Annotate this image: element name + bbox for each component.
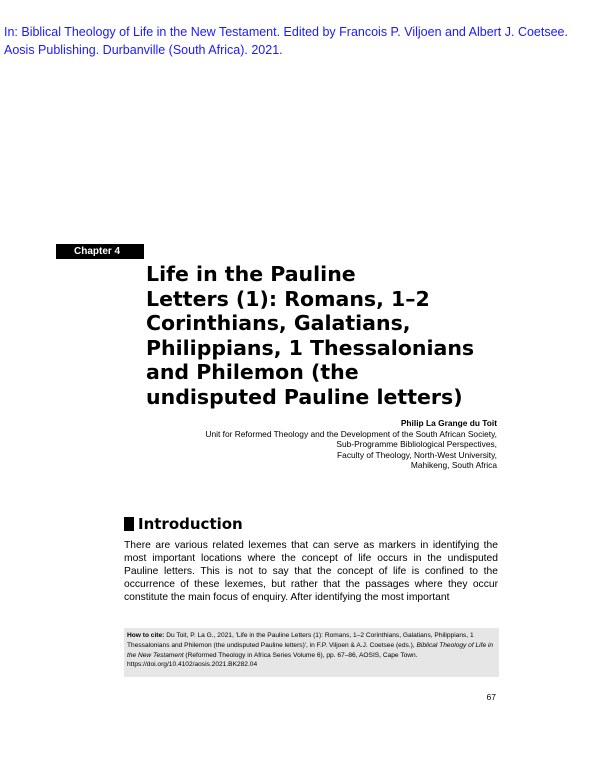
citation-header: In: Biblical Theology of Life in the New Testament. Edited by Francois P. Viljoen and Albert J. Coetsee. Aosis Publishing. Durbanville (South Africa). 2021. bbox=[4, 25, 568, 57]
chapter-badge: Chapter 4 bbox=[56, 244, 144, 259]
title-line: and Philemon (the bbox=[146, 360, 359, 385]
how-to-cite-text-end: (Reformed Theology in Africa Series Volume 6), pp. 67–86, AOSIS, Cape Town. https://doi.org/10.4102/aosis.2021.BK282.04 bbox=[127, 651, 418, 669]
section-heading-text: Introduction bbox=[138, 515, 243, 533]
heading-square-icon bbox=[124, 517, 134, 531]
page-number: 67 bbox=[486, 692, 496, 702]
how-to-cite-book-title: Biblical Theology of Life in the New Testament bbox=[127, 641, 494, 659]
author-name: Philip La Grange du Toit bbox=[400, 418, 497, 428]
title-line: Corinthians, Galatians, bbox=[146, 311, 411, 336]
title-line: Life in the Pauline bbox=[146, 262, 356, 286]
title-line: undisputed Pauline letters) bbox=[146, 384, 463, 409]
affiliation-line: Faculty of Theology, North-West University, bbox=[337, 449, 497, 460]
body-paragraph: There are various related lexemes that can serve as markers in identifying the most important locations where the concept of life occurs in the undisputed Pauline letters. This is not to say that the concept of life is confined to the occurrence of these lexemes, but rather that the passages where they occur constitute the main focus of enquiry. After identifying the most important bbox=[124, 540, 498, 604]
how-to-cite-text: Du Toit, P. La G., 2021, 'Life in the Pauline Letters (1): Romans, 1–2 Corinthians, Galatians, Philippians, 1 Thessalonians and Philemon (the undisputed Pauline letters)', in F.P. Viljoen & A.J. Coetsee (eds.), bbox=[127, 632, 474, 649]
author-affiliation bbox=[137, 418, 497, 471]
how-to-cite-label: How to cite: bbox=[127, 632, 165, 639]
affiliation-line: Sub-Programme Bibliological Perspectives, bbox=[336, 439, 497, 450]
how-to-cite-box bbox=[124, 628, 499, 677]
affiliation-line: Mahikeng, South Africa bbox=[410, 460, 497, 471]
section-heading bbox=[124, 515, 243, 533]
affiliation-line: Unit for Reformed Theology and the Development of the South African Society, bbox=[205, 428, 497, 439]
title-line: Philippians, 1 Thessalonians bbox=[146, 335, 475, 360]
title-line: Letters (1): Romans, 1–2 bbox=[146, 286, 430, 311]
chapter-title bbox=[146, 262, 506, 410]
